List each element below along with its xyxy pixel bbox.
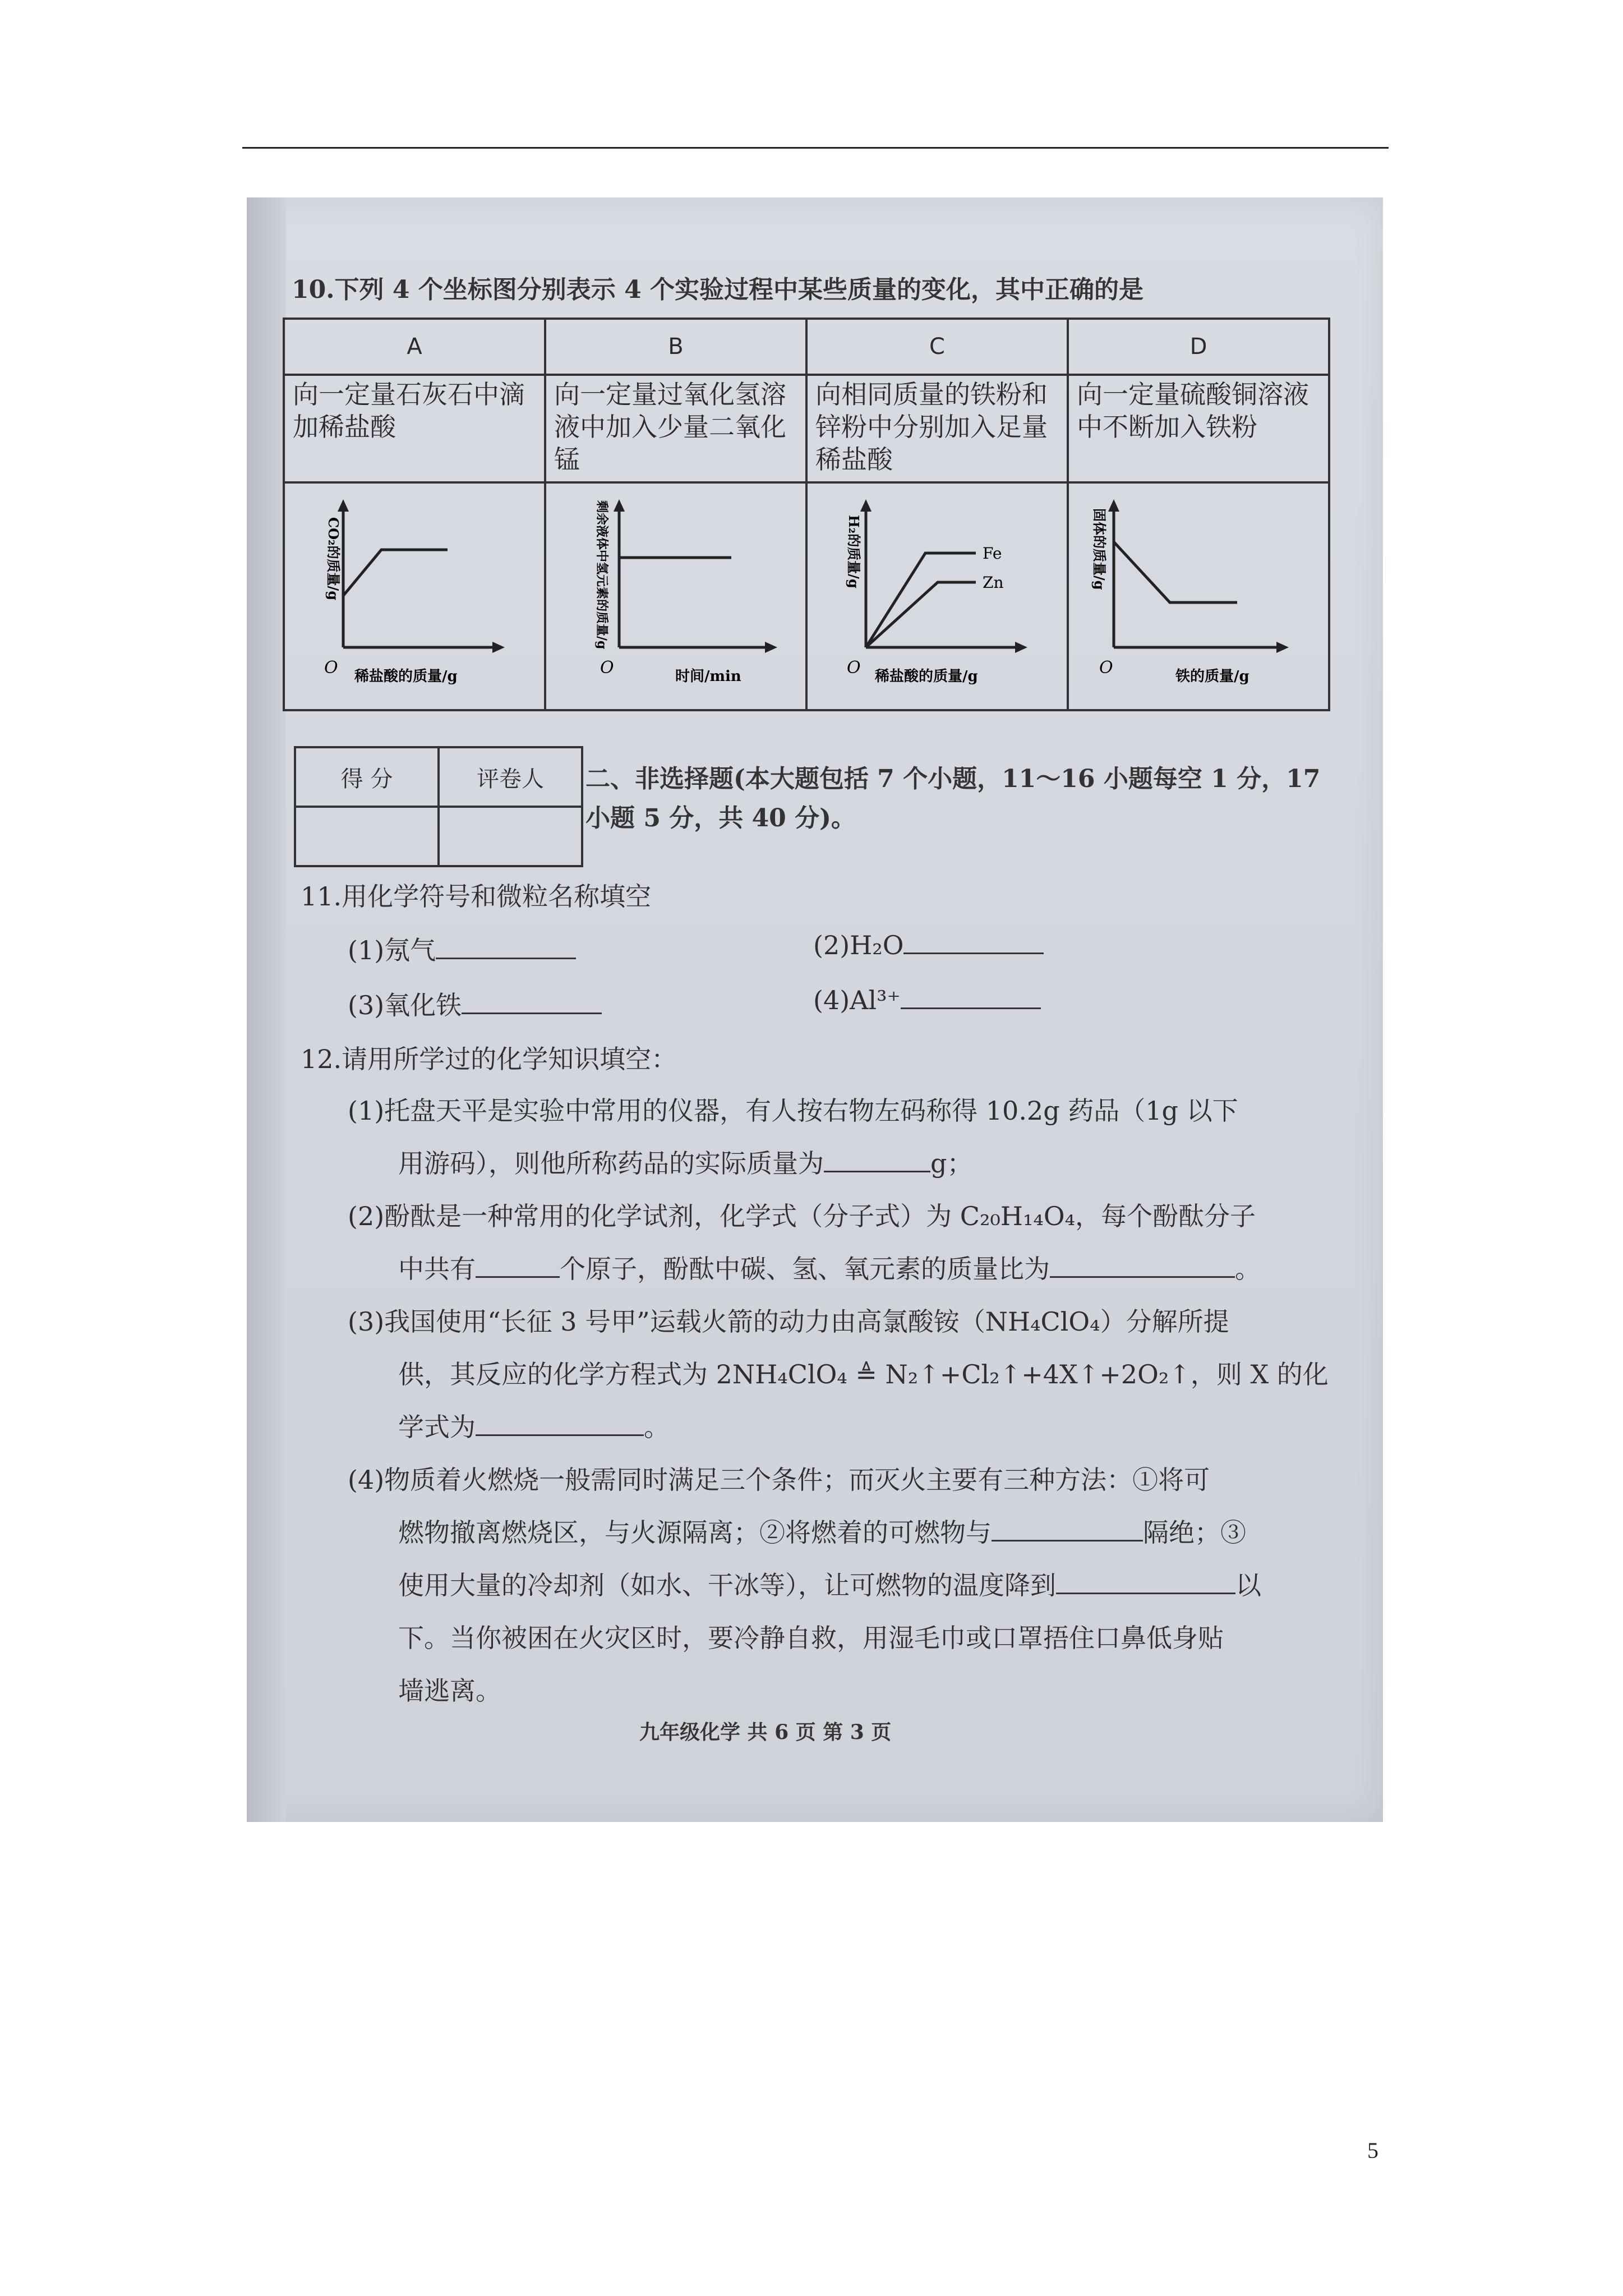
graph-c-origin: O [847,658,861,678]
q12-p4b [398,1512,1246,1549]
q12-p3c-tail: 。 [644,1412,670,1442]
graph-c-x-label: 稀盐酸的质量/g [875,668,978,685]
grader-cell [439,807,582,866]
graph-a-y-label: CO₂的质量/g [325,517,342,601]
q12-p1b-text: 用游码），则他所称药品的实际质量为 [398,1148,824,1179]
graph-c [806,482,1068,710]
graph-d-svg [1069,484,1327,708]
header-rule [242,147,1389,149]
q11-item-1-label: (1)氖气 [348,935,436,965]
graph-a-x-arrow [492,642,505,653]
graph-a-y-arrow [338,499,349,512]
graph-c-x-arrow [1015,642,1027,653]
graph-c-y-arrow [860,499,872,512]
score-table [294,746,583,867]
q12-p3b: 供，其反应的化学方程式为 2NH₄ClO₄ ≜ N₂↑+Cl₂↑+4X↑+2O₂↑，则 X 的化 [398,1359,1329,1389]
q12-p4c-text: 使用大量的冷却剂（如水、干冰等），让可燃物的温度降到 [398,1570,1056,1600]
q12-answer-isolate[interactable] [992,1540,1143,1542]
q12-p2b-text: 中共有 [398,1254,476,1284]
option-c-desc: 向相同质量的铁粉和锌粉中分别加入足量稀盐酸 [806,375,1068,482]
q12-p2b-tail: 。 [1235,1254,1261,1284]
q11-item-1 [348,930,576,967]
q11-answer-2[interactable] [903,953,1044,954]
q12-p4c [398,1565,1261,1602]
score-header: 得 分 [295,747,439,807]
q12-p4e: 墙逃离。 [398,1676,501,1706]
q12-answer-mass[interactable] [824,1171,930,1172]
graph-b-origin: O [600,658,614,678]
graph-d-x-label: 铁的质量/g [1175,668,1249,685]
grader-header: 评卷人 [439,747,582,807]
graph-d-origin: O [1099,658,1113,678]
page-number: 5 [1367,2138,1378,2163]
q12-p4c-tail: 以 [1235,1570,1261,1600]
graph-c-svg [808,484,1066,708]
q11-answer-3[interactable] [462,1013,602,1014]
q10-options-table [283,318,1330,711]
q11-item-3 [348,985,602,1022]
q12-p4d: 下。当你被困在火灾区时，要冷静自救，用湿毛巾或口罩捂住口鼻低身贴 [398,1623,1224,1653]
q12-p1b [398,1143,972,1180]
q12-p4b-text: 燃物撤离燃烧区，与火源隔离；②将燃着的可燃物与 [398,1517,992,1548]
graph-c-curve-zn [866,582,976,647]
q10-stem: 10.下列 4 个坐标图分别表示 4 个实验过程中某些质量的变化，其中正确的是 [292,275,1144,304]
graph-d [1068,482,1329,710]
q12-p2a: (2)酚酞是一种常用的化学试剂，化学式（分子式）为 C₂₀H₁₄O₄，每个酚酞分子 [348,1201,1256,1231]
graph-a [284,482,545,710]
q12-p1a: (1)托盘天平是实验中常用的仪器，有人按右物左码称得 10.2g 药品（1g 以下 [348,1096,1238,1126]
graph-d-x-arrow [1276,642,1289,653]
q12-p3c-text: 学式为 [398,1412,476,1442]
graph-c-zn-label: Zn [983,573,1004,592]
q12-answer-temperature[interactable] [1056,1593,1235,1594]
q12-answer-ratio[interactable] [1050,1276,1235,1278]
q12-p3a: (3)我国使用“长征 3 号甲”运载火箭的动力由高氯酸铵（NH₄ClO₄）分解所提 [348,1306,1229,1337]
q11-item-4-label: (4)Al³⁺ [813,985,901,1015]
q11-answer-1[interactable] [436,958,576,959]
graph-a-origin: O [324,658,338,678]
graph-b-x-arrow [765,642,777,653]
exam-footer: 九年级化学 共 6 页 第 3 页 [639,1720,892,1744]
q11-answer-4[interactable] [901,1007,1041,1009]
q12-p4a: (4)物质着火燃烧一般需同时满足三个条件；而灭火主要有三种方法：①将可 [348,1465,1210,1495]
q11-item-2 [813,930,1044,960]
page-shadow-edge [247,197,286,1822]
graph-d-y-label: 固体的质量/g [1091,508,1108,590]
q11-item-2-label: (2)H₂O [813,930,904,960]
option-c-header: C [806,319,1068,375]
q11-item-3-label: (3)氧化铁 [348,990,462,1020]
graph-b-y-label: 剩余液体中氢元素的质量/g [594,500,609,650]
graph-c-y-label: H₂的质量/g [846,515,862,588]
q12-p3c [398,1407,670,1444]
q12-answer-atoms[interactable] [476,1276,560,1278]
option-d-desc: 向一定量硫酸铜溶液中不断加入铁粉 [1068,375,1329,482]
scanned-exam-page [247,197,1383,1822]
graph-d-curve [1114,542,1237,602]
q12-p1b-tail: g； [930,1148,973,1179]
q12-p2b [398,1249,1261,1286]
section2-line1: 二、非选择题(本大题包括 7 个小题，11～16 小题每空 1 分，17 [585,765,1321,793]
q12-p2b-mid: 个原子，酚酞中碳、氢、氧元素的质量比为 [560,1254,1050,1284]
section2-line2: 小题 5 分，共 40 分)。 [585,804,856,832]
graph-d-y-arrow [1108,499,1119,512]
option-a-header: A [284,319,545,375]
graph-b [545,482,806,710]
graph-b-y-arrow [614,499,625,512]
q12-answer-formula[interactable] [476,1434,644,1436]
graph-b-svg [546,484,804,708]
option-b-desc: 向一定量过氧化氢溶液中加入少量二氧化锰 [545,375,806,482]
graph-c-fe-label: Fe [983,544,1002,563]
graph-a-svg [285,484,543,708]
option-a-desc: 向一定量石灰石中滴加稀盐酸 [284,375,545,482]
q11-item-4 [813,985,1041,1015]
option-b-header: B [545,319,806,375]
graph-b-x-label: 时间/min [675,668,741,685]
score-cell [295,807,439,866]
q12-p4b-tail: 隔绝；③ [1143,1517,1246,1548]
graph-a-curve [343,550,448,596]
q11-stem: 11.用化学符号和微粒名称填空 [301,881,652,912]
q12-stem: 12.请用所学过的化学知识填空： [301,1044,677,1074]
option-d-header: D [1068,319,1329,375]
graph-a-x-label: 稀盐酸的质量/g [354,668,458,685]
